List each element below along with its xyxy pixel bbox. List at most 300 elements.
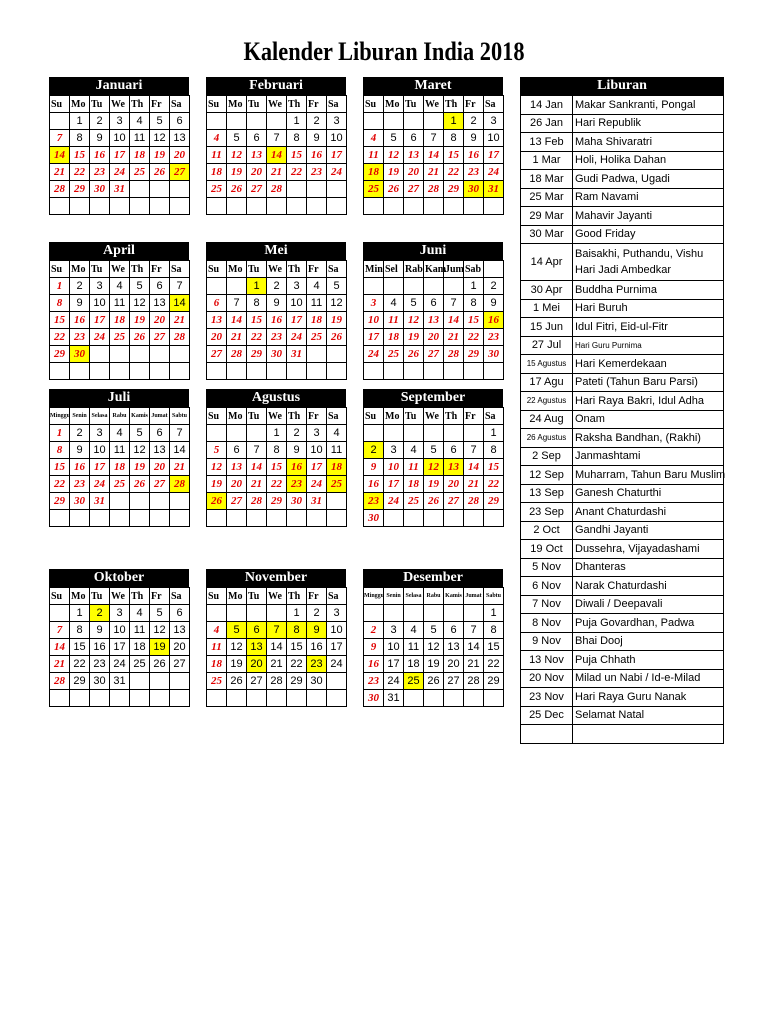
day-cell: 12 <box>207 459 227 476</box>
day-cell: 12 <box>227 147 247 164</box>
day-cell: 11 <box>207 147 227 164</box>
day-cell: 27 <box>207 346 227 363</box>
day-cell: 28 <box>267 181 287 198</box>
day-cell <box>110 493 130 510</box>
day-cell: 26 <box>404 346 424 363</box>
month-title: Oktober <box>49 569 189 587</box>
holiday-date: 23 Nov <box>521 688 573 707</box>
day-cell <box>307 363 327 380</box>
holiday-row <box>521 503 724 522</box>
holiday-row <box>521 725 724 744</box>
day-cell: 6 <box>247 130 267 147</box>
day-cell <box>287 510 307 527</box>
weekday-header: Fr <box>150 588 170 605</box>
day-cell <box>50 510 70 527</box>
day-cell: 7 <box>170 278 190 295</box>
weekday-header: We <box>267 588 287 605</box>
day-cell: 20 <box>404 164 424 181</box>
day-cell <box>90 510 110 527</box>
day-cell <box>150 690 170 707</box>
day-cell <box>227 363 247 380</box>
day-cell: 30 <box>70 493 90 510</box>
day-cell: 10 <box>384 639 404 656</box>
day-cell <box>90 363 110 380</box>
day-cell <box>130 363 150 380</box>
day-cell <box>267 363 287 380</box>
day-cell: 27 <box>444 493 464 510</box>
day-cell: 13 <box>444 459 464 476</box>
holiday-date: 24 Aug <box>521 410 573 429</box>
day-cell: 26 <box>424 493 444 510</box>
day-cell: 1 <box>70 605 90 622</box>
day-cell: 11 <box>110 442 130 459</box>
day-cell: 3 <box>484 113 504 130</box>
weekday-header: Sa <box>327 96 347 113</box>
day-cell <box>444 198 464 215</box>
holiday-name: Hari Republik <box>573 114 724 133</box>
day-cell: 15 <box>50 459 70 476</box>
day-cell: 13 <box>424 312 444 329</box>
day-cell: 2 <box>307 605 327 622</box>
month-grid <box>206 260 347 380</box>
day-cell: 9 <box>307 130 327 147</box>
month-grid <box>49 95 190 215</box>
day-cell: 22 <box>287 164 307 181</box>
day-cell: 16 <box>307 639 327 656</box>
day-cell: 19 <box>130 312 150 329</box>
day-cell: 29 <box>484 493 504 510</box>
weekday-header: Fr <box>307 261 327 278</box>
day-cell: 8 <box>50 442 70 459</box>
day-cell: 7 <box>424 130 444 147</box>
day-cell: 10 <box>110 622 130 639</box>
day-cell: 5 <box>404 295 424 312</box>
day-cell <box>424 425 444 442</box>
day-cell <box>227 113 247 130</box>
day-cell: 19 <box>227 656 247 673</box>
weekday-header: Tu <box>90 588 110 605</box>
day-cell <box>484 198 504 215</box>
day-cell: 12 <box>424 459 444 476</box>
holiday-row <box>521 558 724 577</box>
day-cell: 22 <box>50 329 70 346</box>
holiday-name <box>573 725 724 744</box>
weekday-header: Fr <box>464 96 484 113</box>
day-cell: 21 <box>267 164 287 181</box>
day-cell <box>70 198 90 215</box>
day-cell: 20 <box>444 476 464 493</box>
weekday-header: Th <box>444 408 464 425</box>
holiday-row <box>521 614 724 633</box>
holiday-row <box>521 688 724 707</box>
day-cell <box>227 198 247 215</box>
page-title: Kalender Liburan India 2018 <box>243 37 525 66</box>
holiday-row <box>521 133 724 152</box>
day-cell <box>287 198 307 215</box>
day-cell: 21 <box>227 329 247 346</box>
day-cell: 20 <box>247 164 267 181</box>
weekday-header: Sabtu <box>484 588 504 605</box>
day-cell: 14 <box>267 639 287 656</box>
day-cell: 17 <box>90 459 110 476</box>
day-cell <box>150 363 170 380</box>
day-cell: 18 <box>384 329 404 346</box>
day-cell: 16 <box>364 476 384 493</box>
day-cell: 4 <box>364 130 384 147</box>
day-cell: 25 <box>364 181 384 198</box>
day-cell: 8 <box>50 295 70 312</box>
day-cell: 22 <box>484 476 504 493</box>
holiday-name: Dussehra, Vijayadashami <box>573 540 724 559</box>
weekday-header: Mo <box>70 261 90 278</box>
day-cell: 25 <box>110 329 130 346</box>
day-cell: 20 <box>444 656 464 673</box>
holiday-date <box>521 725 573 744</box>
day-cell <box>444 278 464 295</box>
holiday-name: Ganesh Chaturthi <box>573 484 724 503</box>
holiday-name: Dhanteras <box>573 558 724 577</box>
day-cell: 7 <box>444 295 464 312</box>
weekday-header: Rabu <box>424 588 444 605</box>
day-cell: 9 <box>307 622 327 639</box>
day-cell: 6 <box>404 130 424 147</box>
month-title: November <box>206 569 346 587</box>
holiday-date: 5 Nov <box>521 558 573 577</box>
day-cell: 2 <box>307 113 327 130</box>
holiday-row <box>521 207 724 226</box>
day-cell: 26 <box>150 656 170 673</box>
day-cell <box>207 363 227 380</box>
day-cell <box>170 493 190 510</box>
day-cell <box>424 510 444 527</box>
day-cell: 8 <box>70 622 90 639</box>
day-cell: 16 <box>267 312 287 329</box>
day-cell: 23 <box>307 164 327 181</box>
holiday-row <box>521 318 724 337</box>
holiday-name: Buddha Purnima <box>573 281 724 300</box>
month-grid <box>363 407 504 527</box>
day-cell <box>227 425 247 442</box>
holiday-date: 29 Mar <box>521 207 573 226</box>
day-cell <box>247 363 267 380</box>
weekday-header: Rab <box>404 261 424 278</box>
day-cell: 10 <box>307 442 327 459</box>
day-cell <box>207 113 227 130</box>
day-cell: 7 <box>227 295 247 312</box>
day-cell: 5 <box>150 605 170 622</box>
holiday-date: 19 Oct <box>521 540 573 559</box>
weekday-header: We <box>267 408 287 425</box>
weekday-header: Tu <box>247 96 267 113</box>
day-cell: 8 <box>464 295 484 312</box>
holiday-name: Onam <box>573 410 724 429</box>
day-cell <box>267 690 287 707</box>
holiday-date: 30 Apr <box>521 281 573 300</box>
day-cell: 28 <box>267 673 287 690</box>
day-cell: 16 <box>484 312 504 329</box>
day-cell: 13 <box>247 639 267 656</box>
day-cell: 17 <box>327 639 347 656</box>
holiday-date: 17 Agu <box>521 373 573 392</box>
weekday-header: We <box>110 588 130 605</box>
month-title: Agustus <box>206 389 346 407</box>
weekday-header: Th <box>444 96 464 113</box>
day-cell: 15 <box>464 312 484 329</box>
day-cell: 20 <box>170 147 190 164</box>
month-grid <box>206 587 347 707</box>
weekday-header: Su <box>364 96 384 113</box>
holiday-date: 20 Nov <box>521 669 573 688</box>
day-cell <box>247 690 267 707</box>
day-cell: 7 <box>464 622 484 639</box>
day-cell: 4 <box>110 278 130 295</box>
weekday-header: Minggu <box>364 588 384 605</box>
day-cell: 18 <box>307 312 327 329</box>
day-cell <box>424 198 444 215</box>
day-cell: 23 <box>90 656 110 673</box>
day-cell: 4 <box>130 113 150 130</box>
day-cell: 9 <box>70 295 90 312</box>
weekday-header: Su <box>207 261 227 278</box>
day-cell: 17 <box>90 312 110 329</box>
holiday-name: Makar Sankranti, Pongal <box>573 96 724 115</box>
day-cell <box>404 510 424 527</box>
day-cell: 23 <box>464 164 484 181</box>
day-cell <box>170 363 190 380</box>
day-cell: 22 <box>70 656 90 673</box>
day-cell: 29 <box>287 673 307 690</box>
day-cell: 11 <box>130 130 150 147</box>
holiday-date: 26 Agustus <box>521 429 573 448</box>
month-title: Desember <box>363 569 503 587</box>
day-cell: 24 <box>90 476 110 493</box>
weekday-header: Senin <box>70 408 90 425</box>
month-title: Februari <box>206 77 346 95</box>
holiday-name: Anant Chaturdashi <box>573 503 724 522</box>
holiday-row <box>521 244 724 281</box>
day-cell: 26 <box>227 181 247 198</box>
day-cell <box>130 510 150 527</box>
day-cell: 16 <box>90 147 110 164</box>
weekday-header: Mo <box>227 96 247 113</box>
day-cell: 27 <box>170 164 190 181</box>
day-cell: 11 <box>364 147 384 164</box>
day-cell: 9 <box>364 639 384 656</box>
holiday-date: 27 Jul <box>521 336 573 355</box>
day-cell: 4 <box>130 605 150 622</box>
day-cell: 18 <box>207 656 227 673</box>
day-cell: 28 <box>464 493 484 510</box>
day-cell: 1 <box>464 278 484 295</box>
month-grid <box>49 407 190 527</box>
day-cell: 27 <box>170 656 190 673</box>
weekday-header: Th <box>287 588 307 605</box>
weekday-header: Jumat <box>150 408 170 425</box>
day-cell <box>170 673 190 690</box>
holiday-name: Puja Govardhan, Padwa <box>573 614 724 633</box>
month-april <box>49 242 189 380</box>
day-cell: 30 <box>307 673 327 690</box>
day-cell: 28 <box>464 673 484 690</box>
day-cell: 2 <box>364 622 384 639</box>
weekday-header: Sa <box>484 96 504 113</box>
day-cell: 8 <box>267 442 287 459</box>
day-cell <box>227 510 247 527</box>
holiday-name: Hari Buruh <box>573 299 724 318</box>
weekday-header: We <box>424 408 444 425</box>
day-cell: 10 <box>484 130 504 147</box>
day-cell <box>484 363 504 380</box>
day-cell <box>464 425 484 442</box>
day-cell: 30 <box>90 673 110 690</box>
day-cell <box>287 690 307 707</box>
day-cell: 13 <box>227 459 247 476</box>
day-cell: 6 <box>207 295 227 312</box>
day-cell: 18 <box>404 656 424 673</box>
day-cell: 14 <box>50 639 70 656</box>
month-januari <box>49 77 189 215</box>
holiday-date: 7 Nov <box>521 595 573 614</box>
day-cell: 31 <box>287 346 307 363</box>
day-cell: 11 <box>404 459 424 476</box>
holiday-date: 15 Jun <box>521 318 573 337</box>
day-cell: 9 <box>364 459 384 476</box>
day-cell: 27 <box>424 346 444 363</box>
day-cell <box>170 181 190 198</box>
day-cell: 13 <box>444 639 464 656</box>
holiday-name: Milad un Nabi / Id-e-Milad <box>573 669 724 688</box>
day-cell: 27 <box>150 329 170 346</box>
day-cell: 21 <box>424 164 444 181</box>
day-cell <box>444 690 464 707</box>
day-cell: 5 <box>130 278 150 295</box>
day-cell: 28 <box>50 181 70 198</box>
day-cell: 17 <box>307 459 327 476</box>
day-cell <box>227 690 247 707</box>
weekday-header: Th <box>130 588 150 605</box>
day-cell: 14 <box>444 312 464 329</box>
day-cell: 18 <box>327 459 347 476</box>
month-title: Maret <box>363 77 503 95</box>
day-cell <box>307 181 327 198</box>
day-cell: 6 <box>170 605 190 622</box>
holiday-row <box>521 188 724 207</box>
day-cell <box>130 690 150 707</box>
day-cell <box>207 425 227 442</box>
day-cell: 3 <box>90 425 110 442</box>
day-cell: 9 <box>267 295 287 312</box>
day-cell: 10 <box>90 442 110 459</box>
weekday-header: Su <box>207 96 227 113</box>
day-cell: 25 <box>207 181 227 198</box>
day-cell <box>130 198 150 215</box>
weekday-header: Fr <box>307 408 327 425</box>
day-cell: 30 <box>464 181 484 198</box>
day-cell: 5 <box>130 425 150 442</box>
day-cell: 9 <box>90 130 110 147</box>
day-cell <box>444 363 464 380</box>
day-cell: 27 <box>247 181 267 198</box>
day-cell: 4 <box>327 425 347 442</box>
day-cell: 15 <box>247 312 267 329</box>
day-cell: 15 <box>287 147 307 164</box>
day-cell: 19 <box>150 639 170 656</box>
day-cell: 25 <box>110 476 130 493</box>
day-cell: 21 <box>247 476 267 493</box>
day-cell: 25 <box>404 673 424 690</box>
day-cell: 17 <box>110 147 130 164</box>
day-cell: 21 <box>464 656 484 673</box>
weekday-header: Th <box>287 408 307 425</box>
holiday-row <box>521 281 724 300</box>
holiday-date: 13 Feb <box>521 133 573 152</box>
day-cell: 23 <box>70 329 90 346</box>
month-november <box>206 569 346 707</box>
day-cell: 16 <box>70 459 90 476</box>
holiday-date: 14 Jan <box>521 96 573 115</box>
month-title: Juli <box>49 389 189 407</box>
day-cell: 15 <box>484 459 504 476</box>
day-cell: 7 <box>50 622 70 639</box>
holiday-list-title: Liburan <box>520 77 724 95</box>
holiday-table <box>520 95 724 744</box>
day-cell: 5 <box>207 442 227 459</box>
holiday-list <box>520 77 724 744</box>
day-cell: 6 <box>150 425 170 442</box>
day-cell <box>424 690 444 707</box>
holiday-row <box>521 484 724 503</box>
day-cell <box>364 605 384 622</box>
month-mei <box>206 242 346 380</box>
day-cell: 4 <box>404 442 424 459</box>
day-cell: 17 <box>327 147 347 164</box>
month-title: September <box>363 389 503 407</box>
month-grid <box>206 407 347 527</box>
day-cell: 3 <box>110 113 130 130</box>
holiday-date: 9 Nov <box>521 632 573 651</box>
day-cell: 8 <box>287 622 307 639</box>
weekday-header: Su <box>50 96 70 113</box>
holiday-name: Hari Raya Guru Nanak <box>573 688 724 707</box>
day-cell: 10 <box>327 622 347 639</box>
day-cell: 26 <box>130 476 150 493</box>
day-cell: 9 <box>70 442 90 459</box>
day-cell <box>307 690 327 707</box>
weekday-header: Tu <box>247 261 267 278</box>
day-cell: 4 <box>110 425 130 442</box>
day-cell: 23 <box>90 164 110 181</box>
holiday-row <box>521 114 724 133</box>
day-cell: 2 <box>287 425 307 442</box>
month-agustus <box>206 389 346 527</box>
day-cell: 12 <box>150 622 170 639</box>
day-cell: 24 <box>110 656 130 673</box>
day-cell: 21 <box>444 329 464 346</box>
day-cell: 25 <box>207 673 227 690</box>
day-cell: 1 <box>247 278 267 295</box>
month-desember <box>363 569 503 707</box>
day-cell <box>50 198 70 215</box>
weekday-header: Tu <box>404 408 424 425</box>
holiday-date: 14 Apr <box>521 244 573 281</box>
weekday-header: Kamis <box>130 408 150 425</box>
day-cell <box>130 181 150 198</box>
day-cell <box>110 363 130 380</box>
day-cell <box>404 605 424 622</box>
holiday-date: 13 Sep <box>521 484 573 503</box>
holiday-date: 6 Nov <box>521 577 573 596</box>
holiday-name: Puja Chhath <box>573 651 724 670</box>
